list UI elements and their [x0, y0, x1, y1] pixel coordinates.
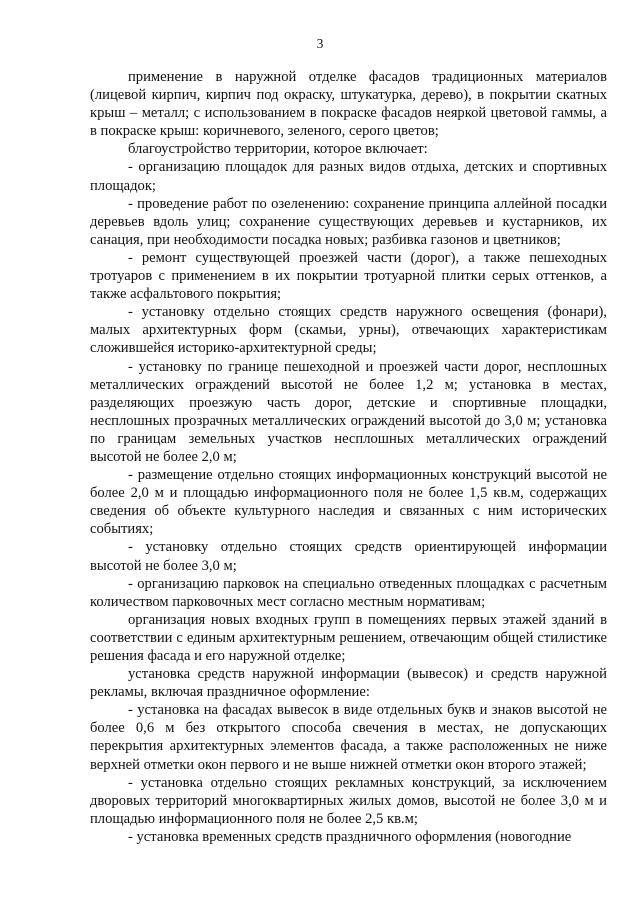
paragraph-advertising-structures: - установка отдельно стоящих рекламных конструкций, за исключением дворовых территорий многоквартирных жилых домов, высотой не более 3,0 м и площадью информационного поля не более 2,5 кв.м; [90, 774, 607, 827]
paragraph-road-repair: - ремонт существующей проезжей части (дорог), а также пешеходных тротуаров с применением в их покрытии тротуарной плитки серых оттенков, а также асфальтового покрытия; [90, 249, 607, 303]
paragraph-info-structures: - размещение отдельно стоящих информационных конструкций высотой не более 2,0 м и площадью информационного поля не более 1,5 кв.м, содержащих сведения об объекте культурного наследия и связанных с ним исторических событиях; [90, 467, 607, 538]
paragraph-orientation-info: - установку отдельно стоящих средств ориентирующей информации высотой не более 3,0 м; [90, 539, 607, 574]
paragraph-greening: - проведение работ по озеленению: сохранение принципа аллейной посадки деревьев вдоль улиц; сохранение существующих деревьев и кустарников, их санация, при необходимости посадка новых; разбивка газонов и цветников; [90, 195, 607, 248]
body-text [90, 68, 607, 846]
paragraph-parking: - организацию парковок на специально отведенных площадках с расчетным количеством парковочных мест согласно местным нормативам; [90, 575, 607, 610]
paragraph-fencing: - установку по границе пешеходной и проезжей части дорог, несплошных металлических ограждений высотой не более 1,2 м; установка в местах, разделяющих проезжую часть дорог, детские и спортивные площадки, несплошных прозрачных металлических ограждений высотой до 3,0 м; установка по границам земельных участков несплошных металлических ограждений высотой не более 2,0 м; [90, 358, 607, 465]
paragraph-festive-decor: - установка временных средств праздничного оформления (новогодние [128, 828, 572, 845]
page-number: 3 [316, 36, 324, 51]
paragraph-landscaping-intro: благоустройство территории, которое включает: [128, 141, 428, 158]
paragraph-recreation-areas: - организацию площадок для разных видов отдыха, детских и спортивных площадок; [90, 159, 607, 194]
paragraph-facade-signs: - установка на фасадах вывесок в виде отдельных букв и знаков высотой не более 0,6 м без открытого способа свечения в местах, не допускающих перекрытия архитектурных элементов фасада, а также расположенных не ниже верхней отметки окон первого и не выше нижней отметки окон второго этажей; [90, 702, 607, 773]
paragraph-entrance-groups: организация новых входных групп в помещениях первых этажей зданий в соответствии с единым архитектурным решением, отвечающим общей стилистике решения фасада и его наружной отделке; [90, 611, 607, 664]
paragraph-lighting: - установку отдельно стоящих средств наружного освещения (фонари), малых архитектурных форм (скамьи, урны), отвечающих характеристикам сложившейся историко-архитектурной среды; [90, 304, 607, 357]
paragraph-signage-intro: установка средств наружной информации (вывесок) и средств наружной рекламы, включая праздничное оформление: [90, 666, 607, 701]
paragraph-facade-materials: применение в наружной отделке фасадов традиционных материалов (лицевой кирпич, кирпич под окраску, штукатурка, дерево), в покрытии скатных крыш – металл; с использованием в покраске фасадов неяркой цветовой гаммы, а в покраске крыш: коричневого, зеленого, серого цветов; [90, 69, 607, 140]
